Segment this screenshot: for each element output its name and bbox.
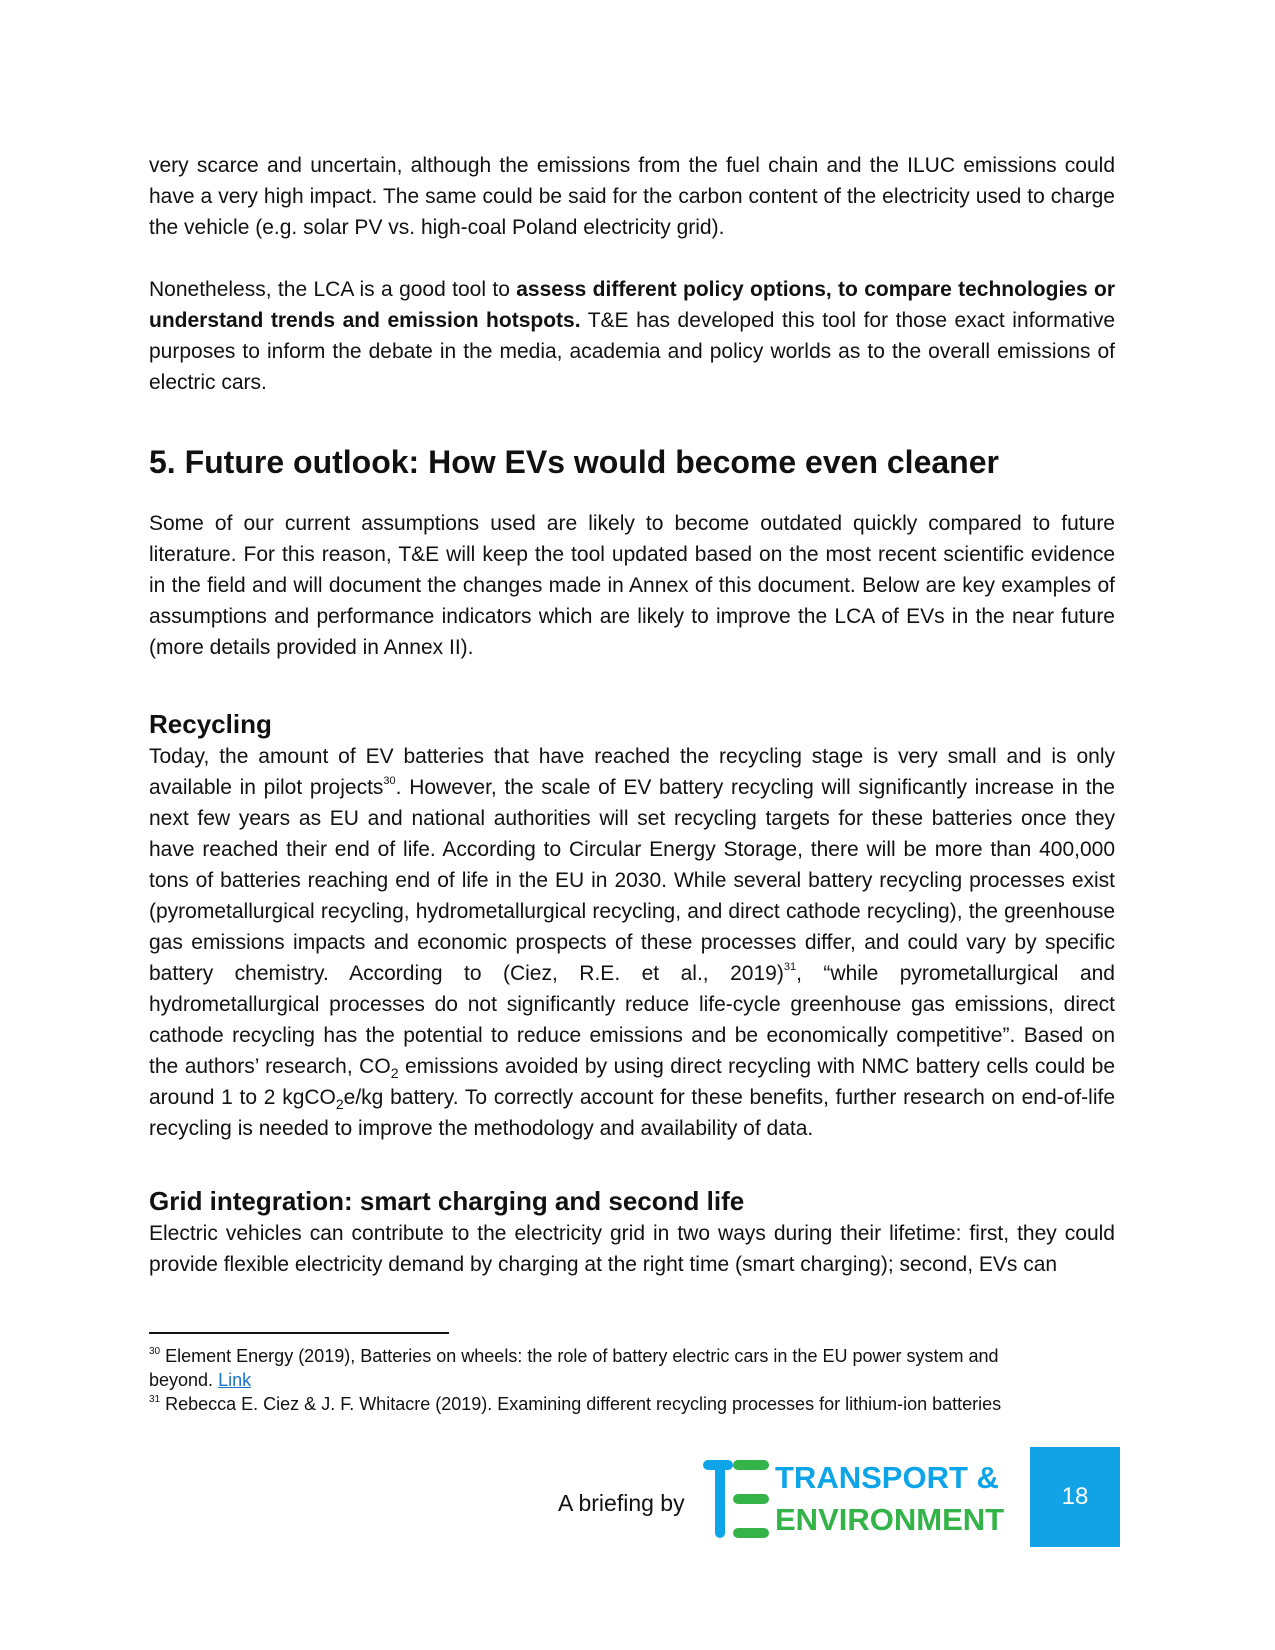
footnote-number: 31 bbox=[149, 1394, 161, 1405]
text-span: . However, the scale of EV battery recycling will significantly increase in the next few years as EU and national authorities will set recycling targets for these batteries once they have reached their end of life. According to Circular Energy Storage, there will be more than 400,000 tons of batteries reaching end of life in the EU in 2030. While several battery recycling processes exist (pyrometallurgical recycling, hydrometallurgical recycling, and direct cathode recycling), the greenhouse gas emissions impacts and economic prospects of these processes differ, and could vary by specific battery chemistry. According to (Ciez, R.E. et al., 2019) bbox=[149, 776, 1115, 985]
footnote-ref[interactable]: 31 bbox=[783, 961, 797, 973]
subheading-grid: Grid integration: smart charging and second life bbox=[149, 1186, 745, 1216]
footnote-text: Element Energy (2019), Batteries on wheels: the role of battery electric cars in the EU power system and beyond. bbox=[149, 1346, 999, 1390]
text-span: Today, the amount of EV batteries that have reached the recycling stage is very small and is only available in pilot projects bbox=[149, 745, 1115, 799]
body-paragraph: very scarce and uncertain, although the emissions from the fuel chain and the ILUC emissions could have a very high impact. The same could be said for the carbon content of the electricity used to charge the vehicle (e.g. solar PV vs. high-coal Poland electricity grid). bbox=[149, 154, 1115, 239]
logo-text-transport: TRANSPORT & bbox=[775, 1460, 999, 1495]
footnote-30 bbox=[149, 1344, 1049, 1392]
subscript: 2 bbox=[335, 1096, 344, 1113]
text-span: , “while pyrometallurgical and hydrometallurgical processes do not significantly reduce life-cycle greenhouse gas emissions, direct cathode recycling has the potential to reduce emissions and be economically competitive”. Based on the authors’ research, CO bbox=[149, 962, 1115, 1078]
logo-text-environment: ENVIRONMENT bbox=[775, 1502, 1005, 1537]
subheading-recycling: Recycling bbox=[149, 709, 272, 739]
text-span: e/kg battery. To correctly account for these benefits, further research on end-of-life recycling is needed to improve the methodology and availability of data. bbox=[149, 1086, 1115, 1140]
grid-paragraph: Electric vehicles can contribute to the electricity grid in two ways during their lifetime: first, they could provide flexible electricity demand by charging at the right time (smart charging); second, EVs can bbox=[149, 1222, 1115, 1276]
text-span: Nonetheless, the LCA is a good tool to bbox=[149, 278, 517, 301]
page-content bbox=[149, 150, 1115, 1280]
bold-text: assess different policy options, to compare technologies or understand trends and emission hotspots. bbox=[149, 278, 1115, 332]
footnote-link[interactable]: Link bbox=[218, 1370, 252, 1390]
te-logo-icon bbox=[703, 1460, 773, 1540]
subscript: 2 bbox=[390, 1065, 399, 1082]
page-number-box bbox=[1030, 1447, 1120, 1547]
footnote-31 bbox=[149, 1392, 1049, 1416]
footnote-number: 30 bbox=[149, 1346, 161, 1357]
footnote-text: Rebecca E. Ciez & J. F. Whitacre (2019). Examining different recycling processes for lithium-ion batteries bbox=[160, 1394, 1002, 1414]
footnotes bbox=[149, 1332, 1049, 1416]
recycling-paragraph bbox=[149, 741, 1115, 1144]
text-span: emissions avoided by using direct recycling with NMC battery cells could be around 1 to 2 kgCO bbox=[149, 1055, 1115, 1109]
footnote-ref[interactable]: 30 bbox=[383, 775, 396, 787]
te-logo bbox=[703, 1460, 1023, 1540]
footnote-divider bbox=[149, 1332, 449, 1334]
page-number: 18 bbox=[1061, 1483, 1089, 1510]
section-heading: 5. Future outlook: How EVs would become even cleaner bbox=[149, 444, 999, 480]
section-paragraph: Some of our current assumptions used are likely to become outdated quickly compared to future literature. For this reason, T&E will keep the tool updated based on the most recent scientific evidence in the field and will document the changes made in Annex of this document. Below are key examples of assumptions and performance indicators which are likely to improve the LCA of EVs in the near future (more details provided in Annex II). bbox=[149, 512, 1115, 659]
text-span: T&E has developed this tool for those exact informative purposes to inform the debate in the media, academia and policy worlds as to the overall emissions of electric cars. bbox=[149, 309, 1115, 394]
briefing-label: A briefing by bbox=[558, 1490, 685, 1516]
body-paragraph-lca bbox=[149, 274, 1115, 398]
